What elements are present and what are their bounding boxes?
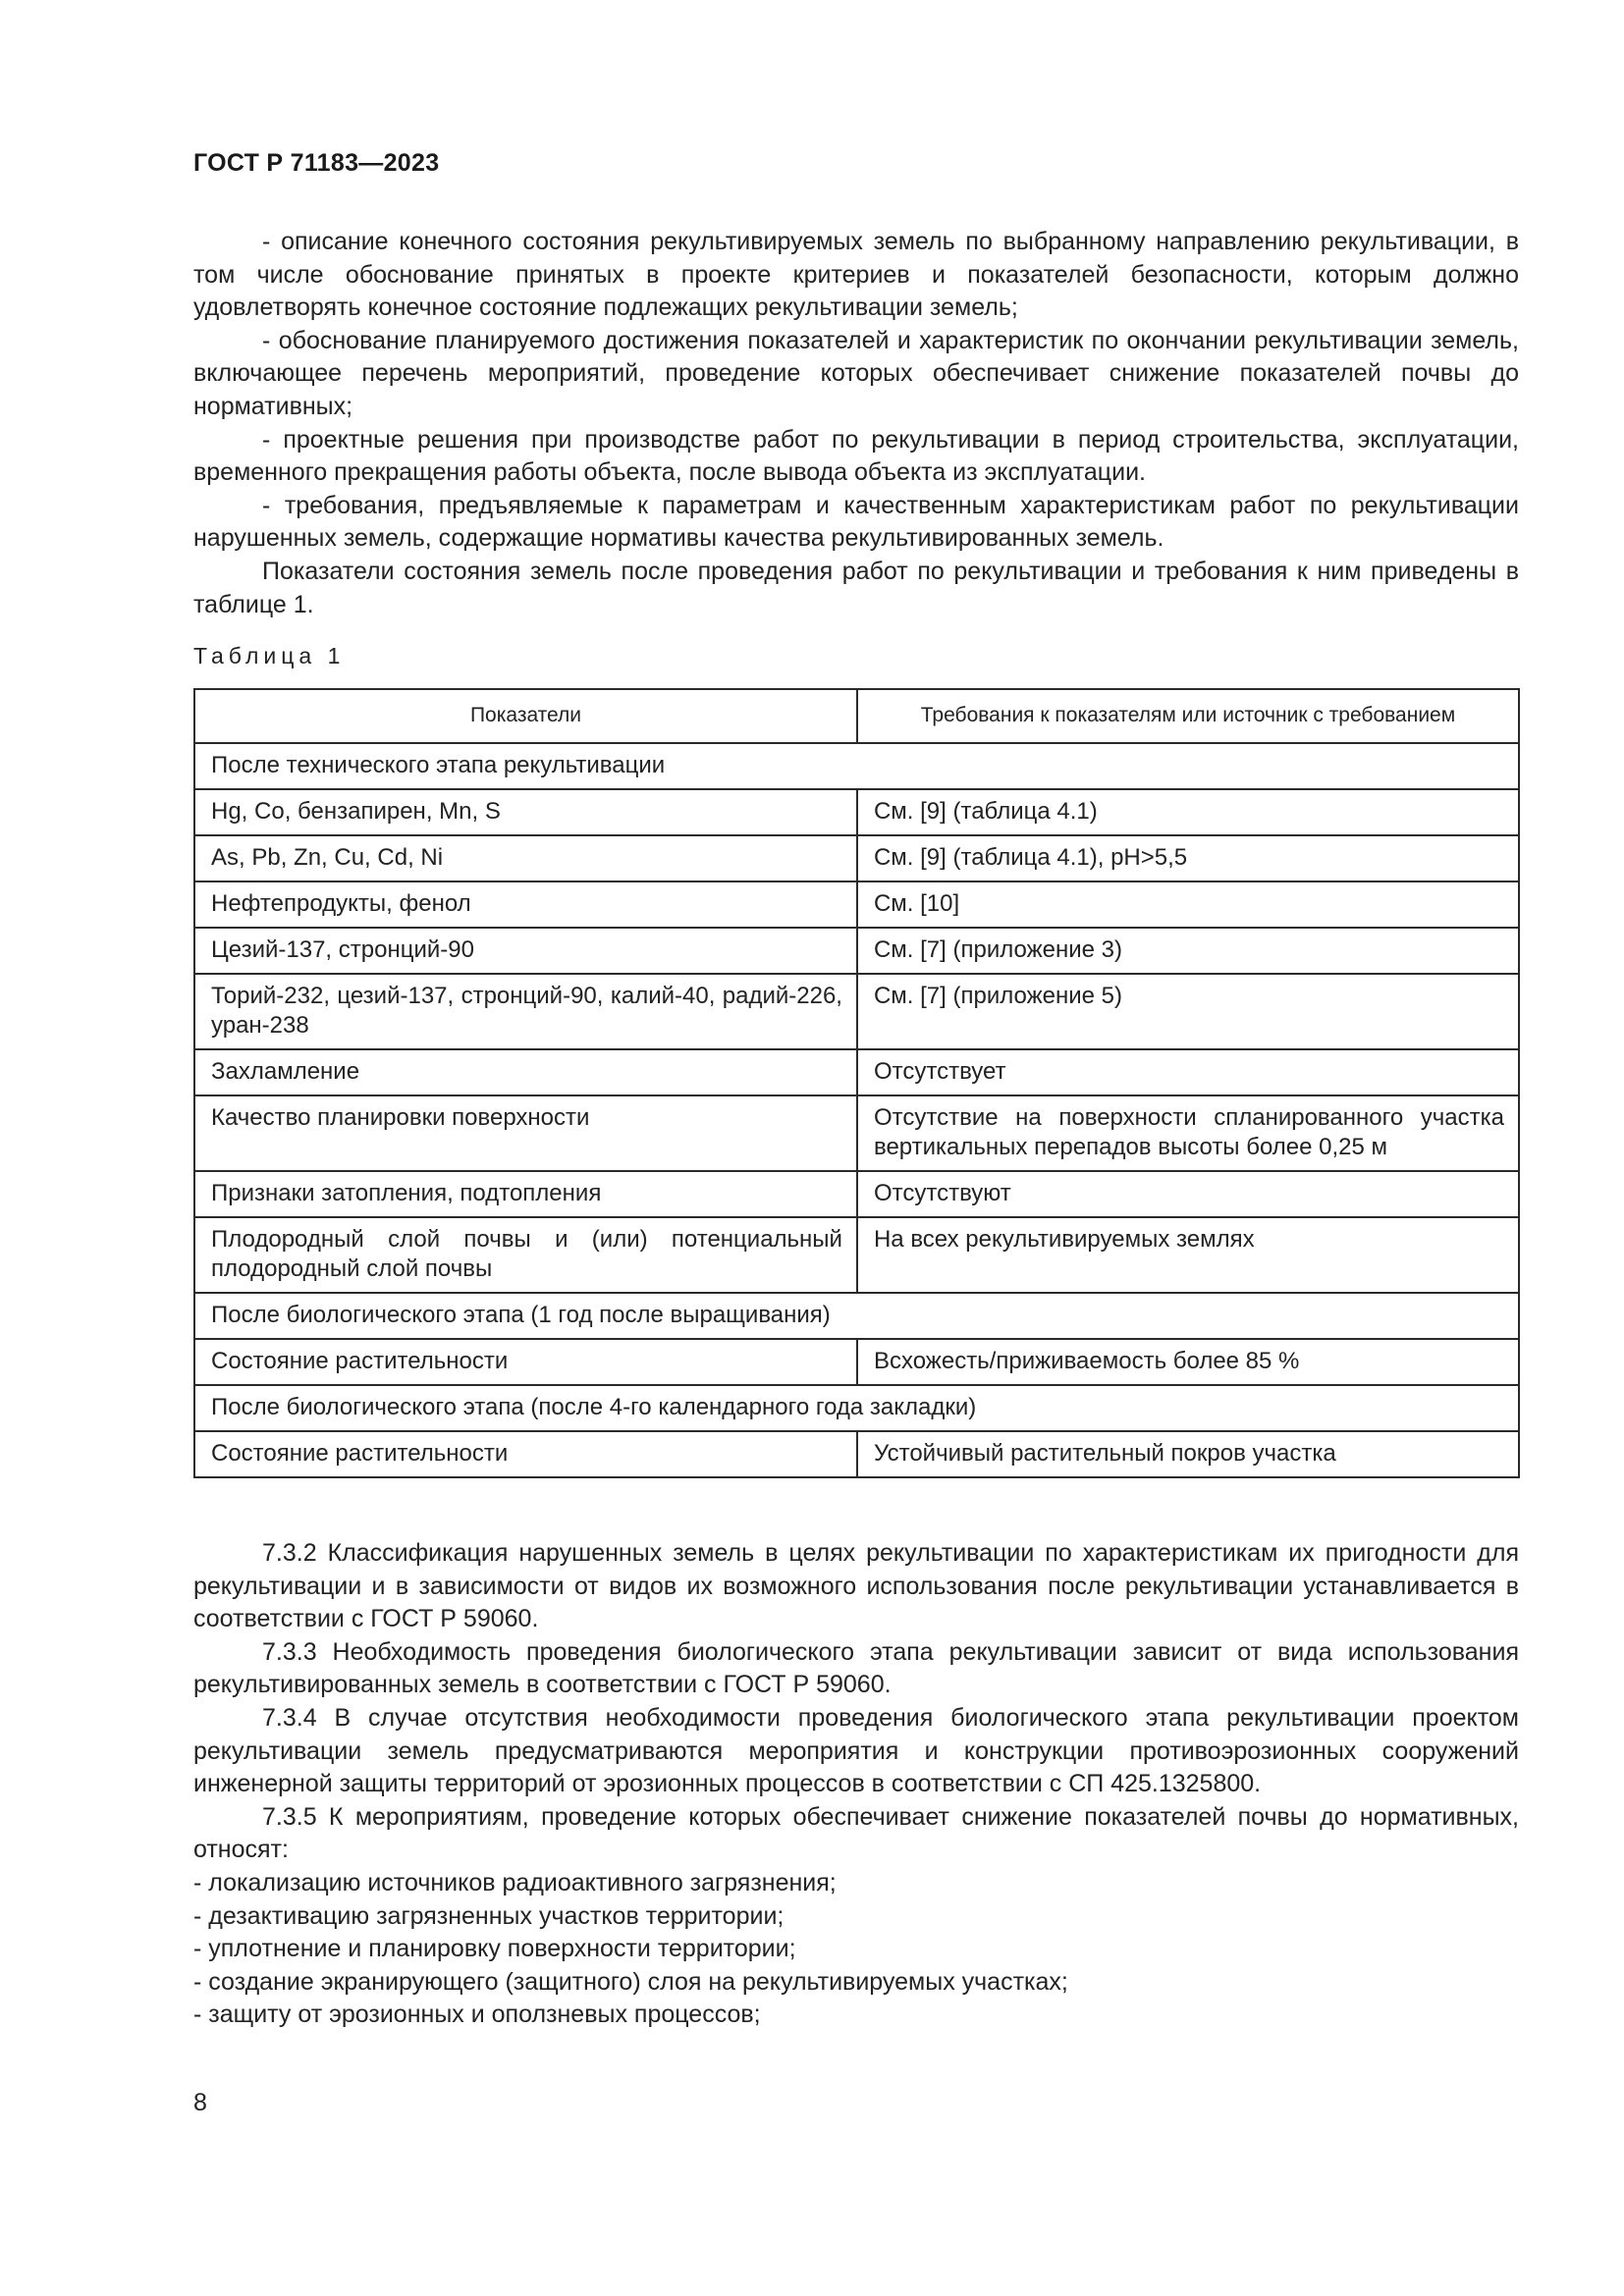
paragraph: 7.3.4 В случае отсутствия необходимости проведения биологического этапа рекультивации проектом рекультивации земель предусматриваются мероприятия и конструкции противоэрозионных сооружений инженерной защиты территорий от эрозионных процессов в соответствии с СП 425.1325800.	[193, 1703, 1519, 1798]
list-item: - дезактивацию загрязненных участков территории;	[193, 1901, 785, 1930]
paragraph: - требования, предъявляемые к параметрам и качественным характеристикам работ по рекультивации нарушенных земель, содержащие нормативы качества рекультивированных земель.	[193, 491, 1519, 553]
table-row	[194, 1431, 1519, 1477]
requirement-cell: См. [7] (приложение 5)	[857, 974, 1519, 1049]
section-label: После технического этапа рекультивации	[194, 743, 1519, 789]
requirement-cell: См. [9] (таблица 4.1)	[857, 789, 1519, 835]
section-label: После биологического этапа (1 год после выращивания)	[194, 1293, 1519, 1339]
list-item: - локализацию источников радиоактивного загрязнения;	[193, 1868, 837, 1896]
indicator-cell: Нефтепродукты, фенол	[194, 881, 857, 928]
table-section-row	[194, 1385, 1519, 1431]
table-row	[194, 1049, 1519, 1095]
indicator-cell: Плодородный слой почвы и (или) потенциальный плодородный слой почвы	[194, 1217, 857, 1293]
column-header: Показатели	[194, 689, 857, 743]
list-item: - создание экранирующего (защитного) слоя на рекультивируемых участках;	[193, 1967, 1068, 1996]
requirement-cell: См. [10]	[857, 881, 1519, 928]
table-caption: Таблица 1	[193, 643, 346, 668]
table-row	[194, 928, 1519, 974]
requirement-cell: Отсутствие на поверхности спланированного участка вертикальных перепадов высоты более 0,25 м	[857, 1095, 1519, 1171]
table-row	[194, 789, 1519, 835]
document-header: ГОСТ Р 71183—2023	[193, 149, 440, 177]
table-row	[194, 1171, 1519, 1217]
table-row	[194, 1217, 1519, 1293]
column-header: Требования к показателям или источник с требованием	[857, 689, 1519, 743]
table-row	[194, 974, 1519, 1049]
indicator-cell: As, Pb, Zn, Cu, Cd, Ni	[194, 835, 857, 881]
list-item: - защиту от эрозионных и оползневых процессов;	[193, 2001, 761, 2029]
paragraph: - описание конечного состояния рекультивируемых земель по выбранному направлению рекультивации, в том числе обоснование принятых в проекте критериев и показателей безопасности, которым должно удовлетворять конечное состояние подлежащих рекультивации земель;	[193, 228, 1519, 322]
requirement-cell: На всех рекультивируемых землях	[857, 1217, 1519, 1293]
table-row	[194, 835, 1519, 881]
requirement-cell: Устойчивый растительный покров участка	[857, 1431, 1519, 1477]
indicator-cell: Состояние растительности	[194, 1431, 857, 1477]
paragraph: 7.3.5 К мероприятиям, проведение которых обеспечивает снижение показателей почвы до нормативных, относят:	[193, 1802, 1519, 1864]
requirement-cell: Отсутствует	[857, 1049, 1519, 1095]
paragraph: 7.3.2 Классификация нарушенных земель в целях рекультивации по характеристикам их пригодности для рекультивации и в зависимости от видов их возможного использования после рекультивации устанавливается в соответствии с ГОСТ Р 59060.	[193, 1539, 1519, 1633]
requirements-table	[193, 688, 1520, 1478]
indicator-cell: Состояние растительности	[194, 1339, 857, 1385]
indicator-cell: Захламление	[194, 1049, 857, 1095]
paragraph: 7.3.3 Необходимость проведения биологического этапа рекультивации зависит от вида использования рекультивированных земель в соответствии с ГОСТ Р 59060.	[193, 1637, 1519, 1699]
indicator-cell: Торий-232, цезий-137, стронций-90, калий-40, радий-226, уран-238	[194, 974, 857, 1049]
indicator-cell: Цезий-137, стронций-90	[194, 928, 857, 974]
paragraph: - проектные решения при производстве работ по рекультивации в период строительства, эксплуатации, временного прекращения работы объекта, после вывода объекта из эксплуатации.	[193, 425, 1519, 487]
section-label: После биологического этапа (после 4-го календарного года закладки)	[194, 1385, 1519, 1431]
requirement-cell: См. [7] (приложение 3)	[857, 928, 1519, 974]
requirement-cell: Всхожесть/приживаемость более 85 %	[857, 1339, 1519, 1385]
paragraph: Показатели состояния земель после проведения работ по рекультивации и требования к ним приведены в таблице 1.	[193, 557, 1519, 618]
list-item: - уплотнение и планировку поверхности территории;	[193, 1935, 796, 1963]
requirement-cell: См. [9] (таблица 4.1), pH>5,5	[857, 835, 1519, 881]
page-number: 8	[193, 2089, 207, 2116]
table-section-row	[194, 743, 1519, 789]
table-header-row	[194, 689, 1519, 743]
requirement-cell: Отсутствуют	[857, 1171, 1519, 1217]
table-row	[194, 1095, 1519, 1171]
table-section-row	[194, 1293, 1519, 1339]
intro-paragraphs	[193, 226, 1519, 621]
indicator-cell: Качество планировки поверхности	[194, 1095, 857, 1171]
table-row	[194, 1339, 1519, 1385]
section-paragraphs	[193, 1537, 1519, 2032]
indicator-cell: Hg, Co, бензапирен, Mn, S	[194, 789, 857, 835]
indicator-cell: Признаки затопления, подтопления	[194, 1171, 857, 1217]
paragraph: - обоснование планируемого достижения показателей и характеристик по окончании рекультивации земель, включающее перечень мероприятий, проведение которых обеспечивает снижение показателей почвы до нормативных;	[193, 326, 1519, 420]
table-row	[194, 881, 1519, 928]
